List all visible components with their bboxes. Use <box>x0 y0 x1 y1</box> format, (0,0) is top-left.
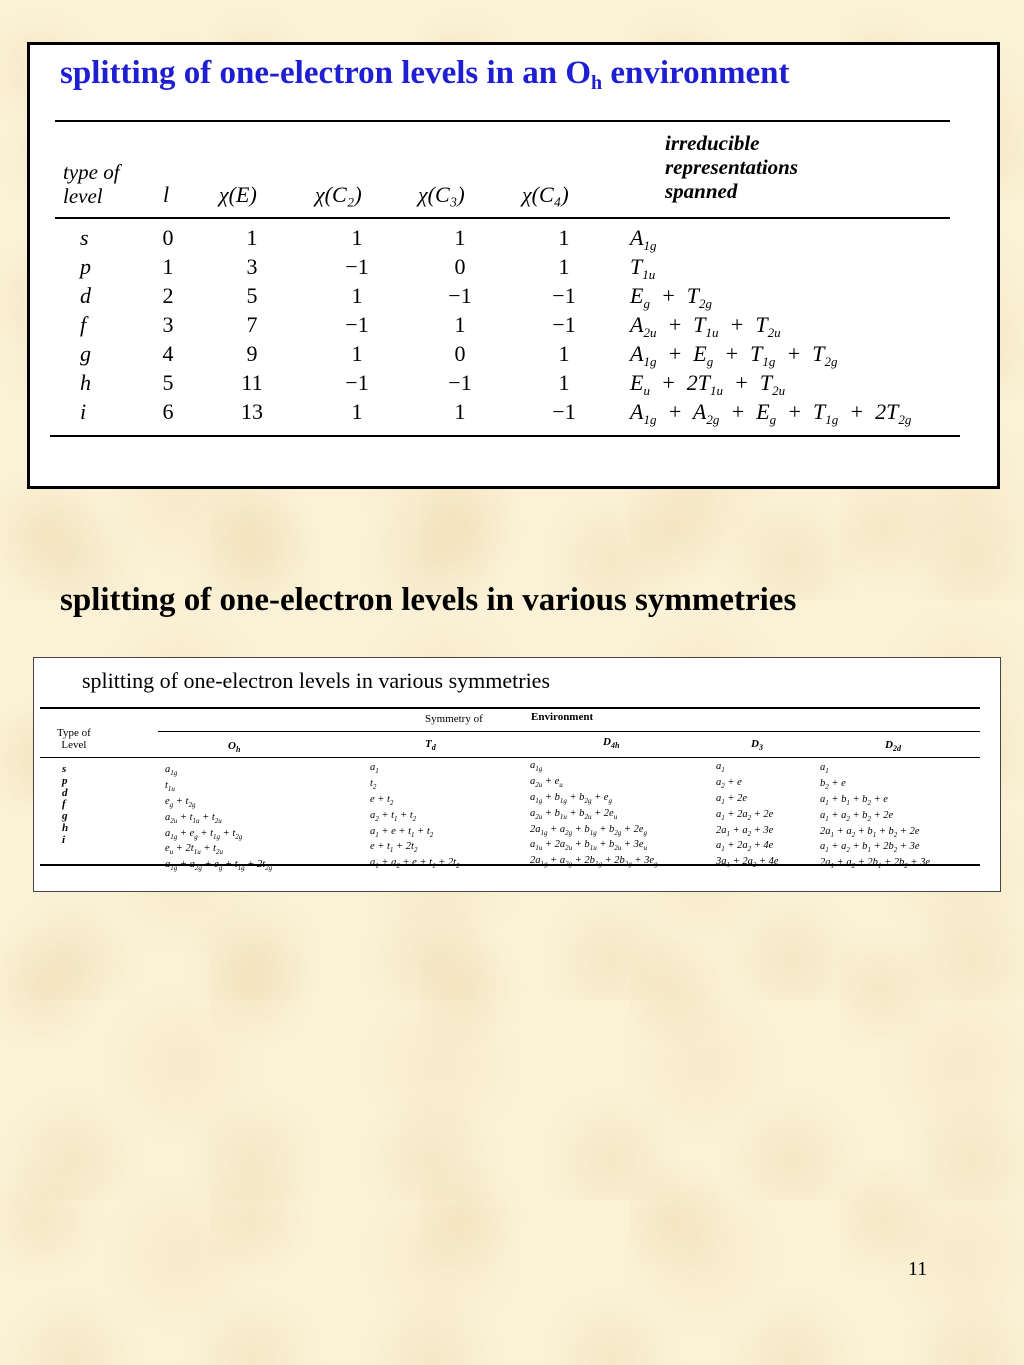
row-chi-c2: 1 <box>351 225 363 250</box>
t2-col-d2d: $D_{2d}$ <box>885 739 901 754</box>
t2-cell: $a_1 + 2a_2 + 2e$ <box>716 808 774 822</box>
row-chi-e: 5 <box>246 283 258 308</box>
oh-table-header-rule <box>55 217 950 219</box>
row-chi-c3: 1 <box>454 399 466 424</box>
row-chi-e: 13 <box>241 399 263 424</box>
row-chi-e: 7 <box>246 312 258 337</box>
header-irreps-line3: spanned <box>665 179 738 203</box>
row-irreps: $A_{2u} + T_{1u} + T_{2u}$ <box>630 312 781 340</box>
t2-cell: $a_2 + e$ <box>716 776 742 790</box>
t2-cell: $a_1 + e + t_1 + t_2$ <box>370 825 434 839</box>
t2-cell: $a_{1g}$ <box>530 760 543 774</box>
header-irreps-line2: representations <box>665 155 799 179</box>
oh-table-title <box>60 55 789 95</box>
t2-cell: $a_1 + a_2 + b_2 + 2e$ <box>820 809 894 823</box>
t2-cell: $a_{1g} + e_g + t_{1g} + t_{2g}$ <box>165 827 243 841</box>
row-chi-c4: 1 <box>558 370 570 395</box>
row-l: 6 <box>162 399 174 424</box>
t2-cell: $e_u + 2t_{1u} + t_{2u}$ <box>165 843 223 857</box>
row-chi-c3: 0 <box>454 254 466 279</box>
row-chi-c3: 0 <box>454 341 466 366</box>
row-level: d <box>80 283 91 308</box>
oh-table-bottom-rule <box>50 435 960 437</box>
row-chi-c3: 1 <box>454 225 466 250</box>
t2-cell: $a_{2u} + e_u$ <box>530 775 563 789</box>
row-chi-c2: −1 <box>345 254 369 279</box>
t2-cell: $2a_{1g} + a_{2g} + b_{1g} + b_{2g} + 2e_g$ <box>530 823 648 837</box>
t2-cell: $2a_1 + a_2 + b_1 + b_2 + 2e$ <box>820 825 920 839</box>
row-chi-c4: −1 <box>552 312 576 337</box>
t2-top-rule <box>40 707 980 709</box>
t2-cell: $a_1 + a_2 + e + t_1 + 2t_2$ <box>370 857 460 871</box>
t2-level-cell: p <box>62 774 68 787</box>
row-irreps: $A_{1g} + E_g + T_{1g} + T_{2g}$ <box>630 341 838 369</box>
row-chi-c4: 1 <box>558 254 570 279</box>
t2-d4h-column <box>530 760 658 871</box>
t2-cell: $t_2$ <box>370 777 377 791</box>
row-chi-c4: −1 <box>552 399 576 424</box>
header-type-of-level <box>63 160 120 208</box>
t2-cell: $e + t_2$ <box>370 793 394 807</box>
row-l: 5 <box>162 370 174 395</box>
t2-col-oh: $O_h$ <box>228 740 241 755</box>
row-chi-e: 3 <box>246 254 258 279</box>
row-irreps: $E_u + 2T_{1u} + T_{2u}$ <box>630 370 786 398</box>
t2-col-d3: $D_3$ <box>751 738 763 753</box>
row-chi-c2: 1 <box>351 341 363 366</box>
row-level: i <box>80 399 87 424</box>
row-chi-c3: 1 <box>454 312 466 337</box>
title-subscript: h <box>591 72 603 94</box>
t2-col-td: $T_d$ <box>425 738 436 753</box>
t2-cell: $a_1 + b_1 + b_2 + e$ <box>820 793 888 807</box>
t2-cell: $e_g + t_{2g}$ <box>165 795 196 809</box>
t2-level-cell: g <box>62 810 68 823</box>
header-chi-e: χ(E) <box>219 182 257 207</box>
row-level: g <box>80 341 91 366</box>
row-chi-c2: 1 <box>351 283 363 308</box>
t2-col-d4h: $D_{4h}$ <box>603 736 620 751</box>
t2-cell: $e + t_1 + 2t_2$ <box>370 841 418 855</box>
t2-cell: $2a_1 + a_2 + 3e$ <box>716 824 774 838</box>
t2-header-rule <box>40 757 980 758</box>
t2-cell: $a_1$ <box>716 761 725 775</box>
header-irreps <box>665 131 798 203</box>
row-irreps: $E_g + T_{2g}$ <box>630 283 713 311</box>
t2-header-environment: Environment <box>531 711 594 723</box>
row-chi-c2: −1 <box>345 370 369 395</box>
row-l: 2 <box>162 283 174 308</box>
header-l: l <box>163 182 170 207</box>
row-chi-c2: 1 <box>351 399 363 424</box>
t2-cell: $t_{1u}$ <box>165 779 175 793</box>
t2-level-cell: h <box>62 821 69 834</box>
t2-cell: $a_2 + t_1 + t_2$ <box>370 809 417 823</box>
t2-level-cell: s <box>62 763 67 775</box>
row-l: 0 <box>162 225 174 250</box>
t2-level-cell: d <box>62 786 68 799</box>
header-type-line1: type of <box>63 160 120 184</box>
various-symmetries-heading: splitting of one-electron levels in various symmetries <box>60 582 797 618</box>
row-l: 3 <box>162 312 174 337</box>
header-irreps-line1: irreducible <box>665 131 760 155</box>
t2-cell: $2a_1 + a_2 + 2b_1 + 2b_2 + 3e$ <box>820 857 931 871</box>
t2-header-symmetry: Symmetry of <box>425 713 483 725</box>
header-chi-c3: χ(C₃) <box>418 182 465 207</box>
t2-cell: $a_1$ <box>820 762 829 776</box>
row-level: s <box>80 225 89 250</box>
t2-cell: $a_{1g} + a_{2g} + e_g + t_{1g} + 2t_{2g}$ <box>165 859 273 873</box>
row-l: 4 <box>162 341 174 366</box>
t2-cell: $a_1$ <box>370 762 379 776</box>
t2-cell: $b_2 + e$ <box>820 777 846 791</box>
t2-cell: $a_1 + a_2 + b_1 + 2b_2 + 3e$ <box>820 841 920 855</box>
row-chi-c3: −1 <box>448 283 472 308</box>
header-chi-c2: χ(C₂) <box>315 182 362 207</box>
t2-cell: $a_{1u} + 2a_{2u} + b_{1u} + b_{2u} + 3e_u$ <box>530 839 648 853</box>
t2-d3-column <box>716 761 779 872</box>
t2-type-line2: Level <box>61 739 87 751</box>
row-irreps: $T_{1u}$ <box>630 254 656 282</box>
row-chi-c2: −1 <box>345 312 369 337</box>
row-chi-e: 1 <box>246 225 258 250</box>
row-l: 1 <box>162 254 174 279</box>
t2-cell: $a_{1g} + b_{1g} + b_{2g} + e_g$ <box>530 791 612 805</box>
title-main-text: splitting of one-electron levels in an O <box>60 55 592 91</box>
t2-cell: $a_{1g}$ <box>165 764 178 778</box>
symmetries-table-title: splitting of one-electron levels in various symmetries <box>82 668 551 693</box>
t2-type-line1: Type of <box>57 727 91 739</box>
row-irreps: $A_{1g} + A_{2g} + E_g + T_{1g} + 2T_{2g}$ <box>630 399 912 427</box>
row-chi-c3: −1 <box>448 370 472 395</box>
row-chi-c4: 1 <box>558 341 570 366</box>
header-chi-c4: χ(C₄) <box>522 182 569 207</box>
t2-env-rule <box>158 731 980 732</box>
title-end-text: environment <box>602 55 790 91</box>
t2-cell: $a_{2u} + b_{1u} + b_{2u} + 2e_u$ <box>530 807 618 821</box>
row-chi-c4: 1 <box>558 225 570 250</box>
header-type-line2: level <box>63 184 103 208</box>
t2-oh-column <box>165 764 272 875</box>
oh-table-top-rule <box>55 120 950 122</box>
t2-cell: $3a_1 + 2a_2 + 4e$ <box>716 856 779 870</box>
t2-cell: $a_{2u} + t_{1u} + t_{2u}$ <box>165 811 222 825</box>
row-level: h <box>80 370 91 395</box>
t2-level-column <box>62 764 68 847</box>
row-level: f <box>80 312 87 337</box>
page-number: 11 <box>908 1258 928 1280</box>
row-chi-c4: −1 <box>552 283 576 308</box>
row-chi-e: 11 <box>241 370 263 395</box>
t2-cell: $a_1 + 2a_2 + 4e$ <box>716 840 774 854</box>
t2-header-type <box>57 727 91 751</box>
t2-d2d-column <box>820 762 930 873</box>
t2-level-cell: i <box>62 833 66 846</box>
row-level: p <box>80 254 91 279</box>
t2-td-column <box>370 762 460 873</box>
row-irreps: $A_{1g}$ <box>630 225 657 253</box>
t2-level-cell: f <box>62 798 66 811</box>
row-chi-e: 9 <box>246 341 258 366</box>
t2-cell: $2a_{1g} + a_{2g} + 2b_{1g} + 2b_{2g} + 3e_g$ <box>530 855 658 869</box>
t2-cell: $a_1 + 2e$ <box>716 792 747 806</box>
